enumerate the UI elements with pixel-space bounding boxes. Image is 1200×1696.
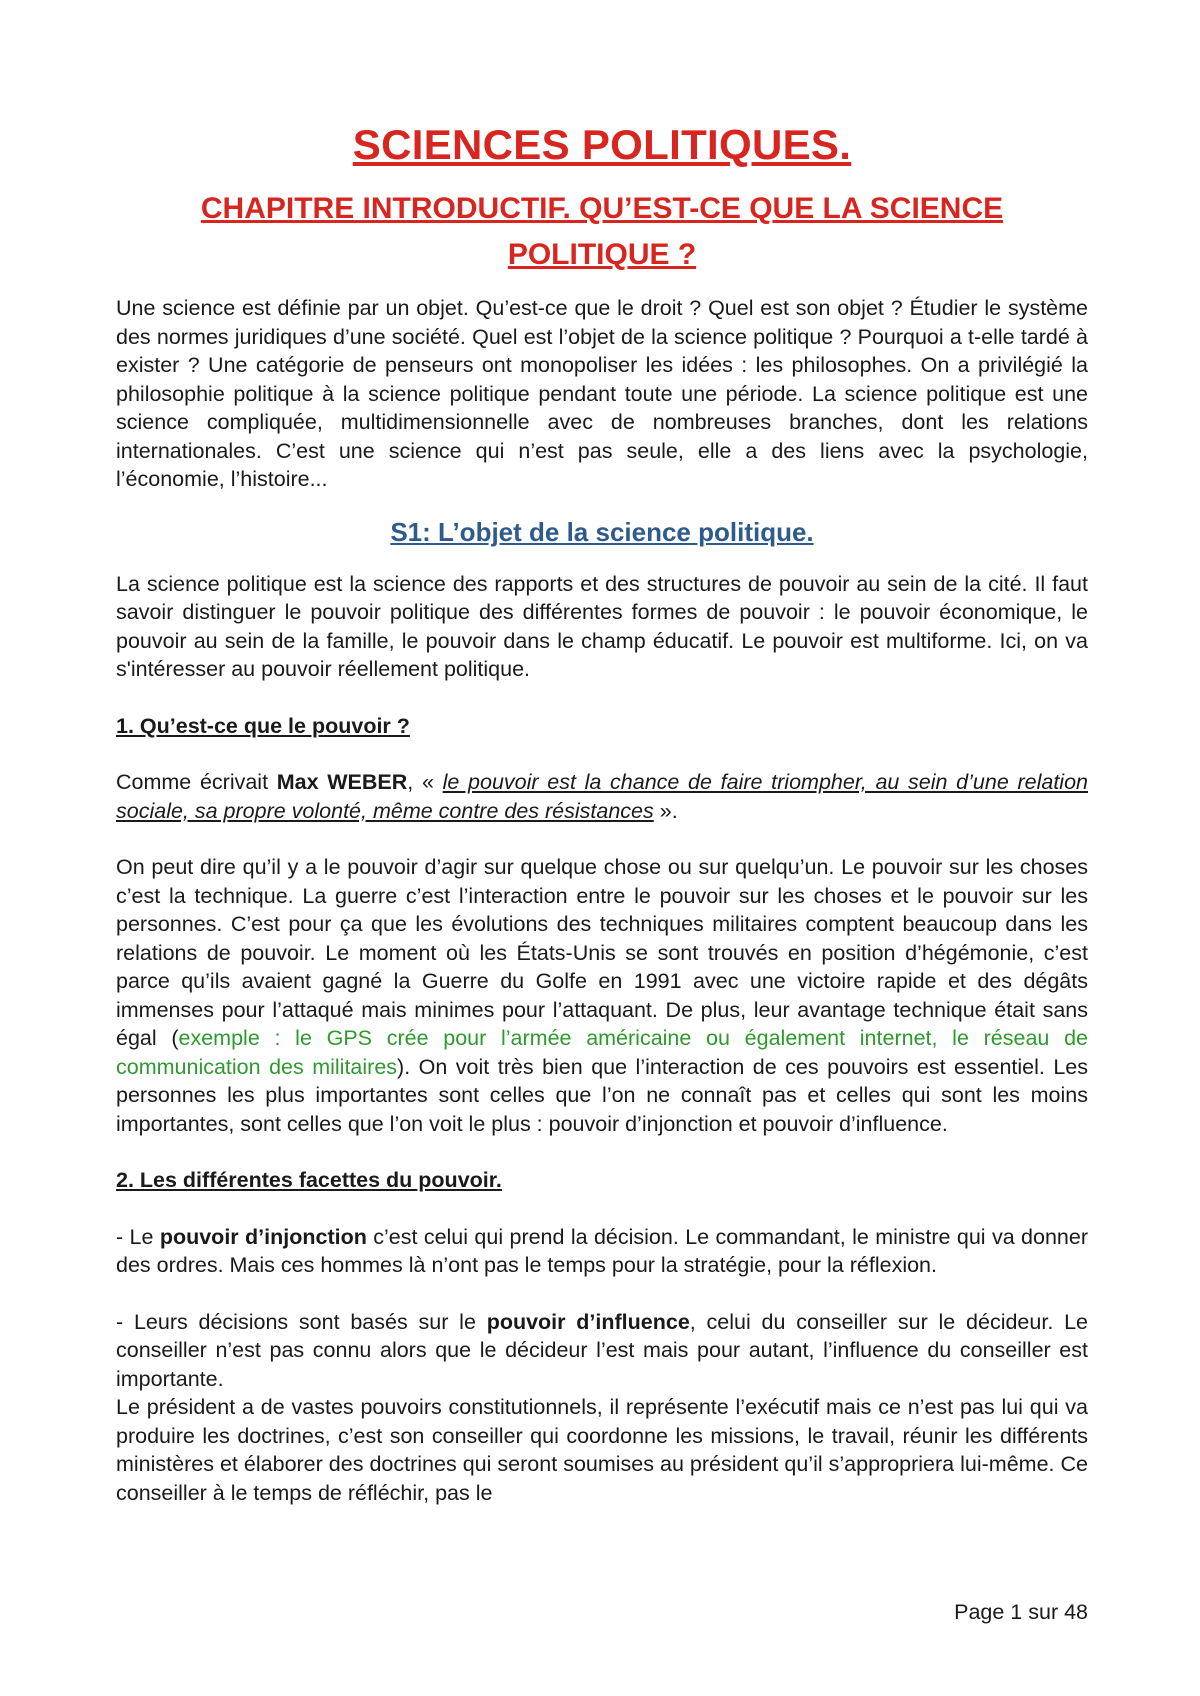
item2-prefix: - Leurs décisions sont basés sur le	[116, 1309, 487, 1334]
quote-author: Max WEBER	[276, 770, 408, 794]
example-text: exemple : le GPS crée pour l’armée américaine ou également internet, le réseau de communication des militaires	[116, 1026, 1088, 1079]
weber-quote-paragraph	[116, 768, 1088, 825]
power-text-b: ). On voit très bien que l’interaction de ces pouvoirs est essentiel. Les personnes les plus importantes sont celles que l’on ne connaît pas et celles qui sont les moins importantes, sont celles que l’on voit le plus : pouvoir d’injonction et pouvoir d’influence.	[116, 1054, 1088, 1136]
page-number: Page 1 sur 48	[954, 1600, 1088, 1624]
power-paragraph	[116, 853, 1088, 1138]
item1-term: pouvoir d’injonction	[153, 1224, 367, 1249]
quote-close: ».	[653, 798, 678, 823]
page-content	[116, 118, 1088, 1507]
section-paragraph: La science politique est la science des rapports et des structures de pouvoir au sein de la cité. Il faut savoir distinguer le pouvoir politique des différentes formes de pouvoir : le pouvoir économique, le pouvoir au sein de la famille, le pouvoir dans le champ éducatif. Le pouvoir est multiforme. Ici, on va s'intéresser au pouvoir réellement politique.	[116, 571, 1088, 681]
item2-term: pouvoir d’influence	[486, 1309, 690, 1334]
item1-text: c’est celui qui prend la décision. Le commandant, le ministre qui va donner des ordres. Mais ces hommes là n’ont pas le temps pour la stratégie, pour la réflexion.	[116, 1224, 1088, 1277]
part1-heading: 1. Qu’est-ce que le pouvoir ?	[116, 713, 410, 738]
injonction-paragraph	[116, 1223, 1088, 1280]
chapter-title: CHAPITRE INTRODUCTIF. QU’EST-CE QUE LA SCIENCE POLITIQUE ?	[200, 192, 1004, 271]
quote-intro: Comme écrivait	[116, 770, 277, 794]
power-text-a: On peut dire qu’il y a le pouvoir d’agir sur quelque chose ou sur quelqu’un. Le pouvoir sur les choses c’est la technique. La guerre c’est l’interaction entre le pouvoir sur les choses et le pouvoir sur les personnes. C’est pour ça que les évolutions des techniques militaires comptent beaucoup dans les relations de pouvoir. Le moment où les États-Unis se sont trouvés en position d’hégémonie, c’est parce qu’ils avaient gagné la Guerre du Golfe en 1991 avec une victoire rapide et des dégâts immenses pour l’attaqué mais minimes pour l’attaquant. De plus, leur avantage technique était sans égal (	[116, 855, 1088, 1050]
president-paragraph: Le président a de vastes pouvoirs constitutionnels, il représente l’exécutif mais ce n’est pas lui qui va produire les doctrines, c’est son conseiller qui coordonne les missions, le travail, réunir les différents ministères et élaborer des doctrines qui seront soumises au président qu’il s’appropriera lui-même. Ce conseiller à le temps de réfléchir, pas le	[116, 1395, 1088, 1505]
section-heading: S1: L’objet de la science politique.	[390, 516, 814, 547]
influence-paragraph	[116, 1308, 1088, 1394]
item2-text: , celui du conseiller sur le décideur. Le conseiller n’est pas connu alors que le décideur l’est mais pour autant, l’influence du conseiller est importante.	[116, 1309, 1088, 1391]
part2-heading: 2. Les différentes facettes du pouvoir.	[116, 1168, 502, 1192]
intro-paragraph: Une science est définie par un objet. Qu’est-ce que le droit ? Quel est son objet ? Étudier le système des normes juridiques d’une société. Quel est l’objet de la science politique ? Pourquoi a t-elle tardé à exister ? Une catégorie de penseurs ont monopoliser les idées : les philosophes. On a privilégié la philosophie politique à la science politique pendant toute une période. La science politique est une science compliquée, multidimensionnelle avec de nombreuses branches, dont les relations internationales. C’est une science qui n’est pas seule, elle a des liens avec la psychologie, l’économie, l’histoire...	[116, 296, 1088, 491]
item1-prefix: - Le	[116, 1224, 154, 1249]
weber-quote: le pouvoir est la chance de faire triompher, au sein d’une relation sociale, sa propre volonté, même contre des résistances	[116, 770, 1088, 823]
quote-open: , «	[407, 770, 443, 794]
document-title: SCIENCES POLITIQUES.	[352, 121, 852, 168]
